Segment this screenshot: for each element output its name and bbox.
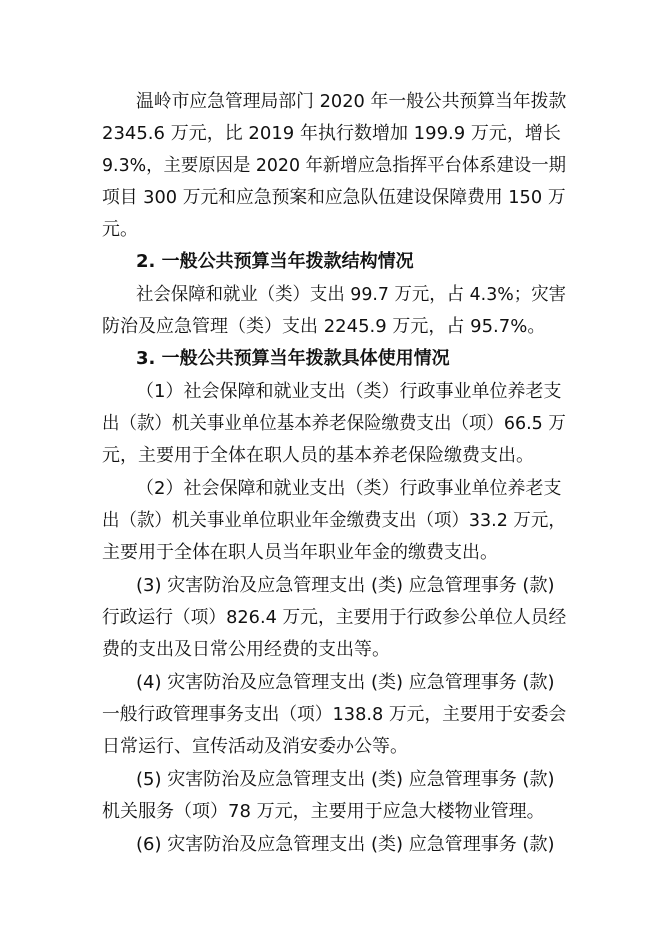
paragraph-line: 9.3%，主要原因是 2020 年新增应急指挥平台体系建设一期 [102, 155, 567, 176]
list-item-line: 机关服务（项）78 万元，主要用于应急大楼物业管理。 [102, 801, 545, 822]
list-item-line: 出（款）机关事业单位基本养老保险缴费支出（项）66.5 万 [102, 413, 566, 434]
list-item-line: （2）社会保障和就业支出（类）行政事业单位养老支 [136, 478, 562, 499]
section-heading: 3. 一般公共预算当年拨款具体使用情况 [136, 348, 450, 369]
list-item-line: (4) 灾害防治及应急管理支出 (类) 应急管理事务 (款) [136, 672, 555, 693]
list-item-line: 一般行政管理事务支出（项）138.8 万元，主要用于安委会 [102, 704, 567, 725]
paragraph-line: 社会保障和就业（类）支出 99.7 万元，占 4.3%；灾害 [136, 284, 566, 305]
list-item-line: （1）社会保障和就业支出（类）行政事业单位养老支 [136, 381, 562, 402]
paragraph-line: 温岭市应急管理局部门 2020 年一般公共预算当年拨款 [136, 91, 567, 112]
paragraph-line: 项目 300 万元和应急预案和应急队伍建设保障费用 150 万 [102, 187, 566, 208]
paragraph-line: 防治及应急管理（类）支出 2245.9 万元，占 95.7%。 [102, 316, 546, 337]
list-item-line: 费的支出及日常公用经费的支出等。 [102, 639, 390, 660]
list-item-line: (5) 灾害防治及应急管理支出 (类) 应急管理事务 (款) [136, 769, 555, 790]
list-item-line: 日常运行、宣传活动及消安委办公等。 [102, 736, 408, 757]
list-item-line: 主要用于全体在职人员当年职业年金的缴费支出。 [102, 542, 498, 563]
paragraph-line: 2345.6 万元，比 2019 年执行数增加 199.9 万元，增长 [102, 123, 561, 144]
list-item-line: (3) 灾害防治及应急管理支出 (类) 应急管理事务 (款) [136, 575, 555, 596]
list-item-line: 出（款）机关事业单位职业年金缴费支出（项）33.2 万元， [102, 510, 566, 531]
list-item-line: 行政运行（项）826.4 万元，主要用于行政参公单位人员经 [102, 607, 567, 628]
list-item-line: (6) 灾害防治及应急管理支出 (类) 应急管理事务 (款) [136, 834, 555, 855]
section-heading: 2. 一般公共预算当年拨款结构情况 [136, 251, 414, 272]
list-item-line: 元，主要用于全体在职人员的基本养老保险缴费支出。 [102, 445, 534, 466]
paragraph-line: 元。 [102, 219, 138, 240]
